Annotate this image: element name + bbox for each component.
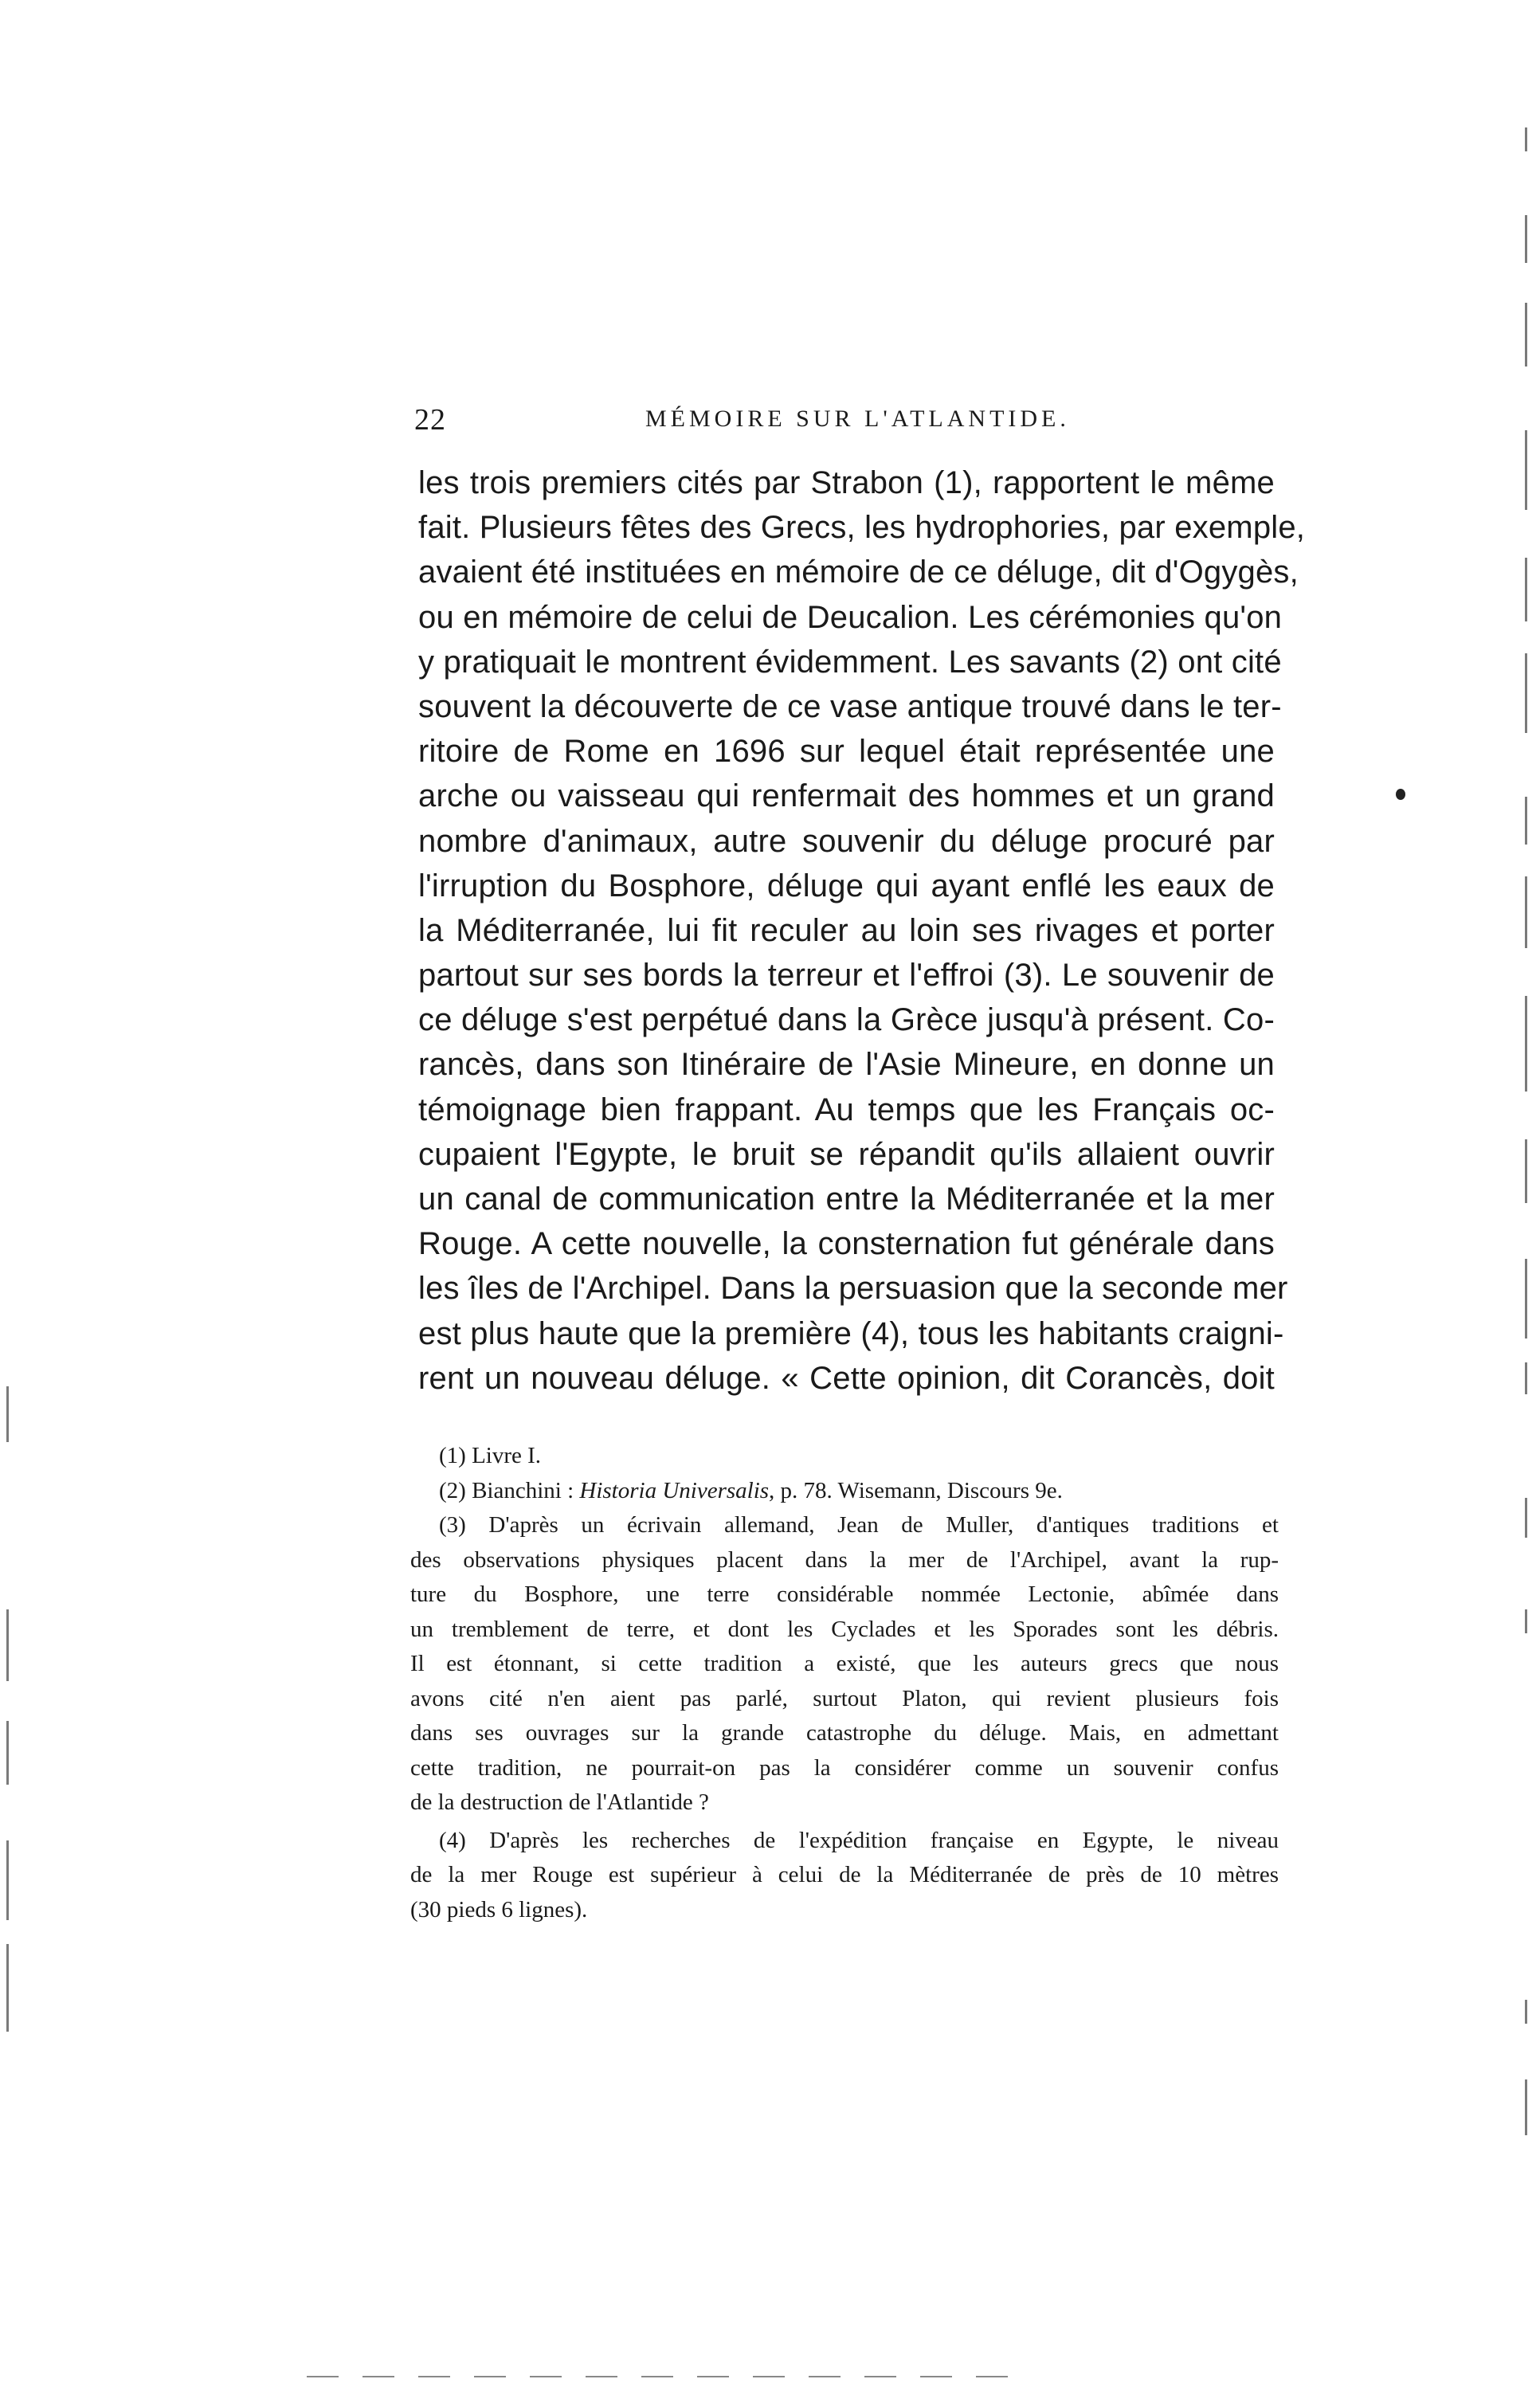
body-text [418,461,1306,1401]
footnote-3-line: dans ses ouvrages sur la grande catastrophe du déluge. Mais, en admettant [410,1720,1279,1746]
scan-edge-mark [6,1944,9,2032]
body-line: arche ou vaisseau qui renfermait des hommes et un grand [418,778,1275,814]
body-line: ce déluge s'est perpétué dans la Grèce jusqu'à présent. Co- [418,1002,1275,1038]
page-number: 22 [414,403,446,437]
scan-edge-mark [1525,127,1527,151]
footnote-3-line: Il est étonnant, si cette tradition a existé, que les auteurs grecs que nous [410,1651,1279,1676]
ink-dot [1396,789,1405,800]
footnote-4-line: (4) D'après les recherches de l'expédition française en Egypte, le niveau [439,1827,1279,1853]
scan-edge-mark [6,1840,9,1920]
footnote-3-line: un tremblement de terre, et dont les Cyclades et les Sporades sont les débris. [410,1616,1279,1642]
footnote-3-line: des observations physiques placent dans la mer de l'Archipel, avant la rup- [410,1546,1279,1573]
scan-bottom-dash [307,2376,1024,2377]
scan-edge-mark [1525,1498,1527,1538]
footnote-3-line: cette tradition, ne pourrait-on pas la considérer comme un souvenir confus [410,1754,1279,1781]
body-line: est plus haute que la première (4), tous les habitants craigni- [418,1315,1284,1351]
body-line: les trois premiers cités par Strabon (1), rapportent le même [418,465,1275,500]
scan-edge-mark [1525,1362,1527,1394]
body-line: les îles de l'Archipel. Dans la persuasion que la seconde mer [418,1271,1288,1307]
scan-edge-mark [6,1386,9,1442]
footnote-2-ref: (2) Bianchini : [439,1477,580,1503]
footnote-2 [410,1474,1279,1509]
scan-edge-mark [6,1721,9,1785]
body-line: avaient été instituées en mémoire de ce déluge, dit d'Ogygès, [418,555,1299,590]
scan-edge-mark [1525,996,1527,1092]
body-line: y pratiquait le montrent évidemment. Les savants (2) ont cité [418,644,1282,680]
scan-edge-mark [1525,876,1527,948]
scan-edge-mark [1525,1139,1527,1203]
footnote-2-rest: , p. 78. Wisemann, Discours 9e. [769,1477,1063,1503]
body-line: nombre d'animaux, autre souvenir du déluge procuré par [418,823,1275,859]
scan-edge-mark [1525,1259,1527,1339]
footnote-3-line: avons cité n'en aient pas parlé, surtout Platon, qui revient plusieurs fois [410,1685,1279,1711]
body-line: cupaient l'Egypte, le bruit se répandit qu'ils allaient ouvrir [418,1136,1275,1172]
scan-edge-mark [1525,653,1527,733]
body-line: un canal de communication entre la Méditerranée et la mer [418,1182,1275,1217]
footnote-1: (1) Livre I. [439,1443,542,1468]
scan-edge-mark [1525,215,1527,263]
scan-edge-mark [1525,797,1527,845]
scan-edge-mark [1525,303,1527,366]
scan-edge-mark [1525,2000,1527,2024]
body-line: Rouge. A cette nouvelle, la consternation fut générale dans [418,1226,1275,1262]
footnote-4-line: (30 pieds 6 lignes). [410,1896,588,1923]
body-line: l'irruption du Bosphore, déluge qui ayant enflé les eaux de [418,868,1275,903]
footnote-3-line: ture du Bosphore, une terre considérable nommée Lectonie, abîmée dans [410,1582,1279,1607]
scan-edge-mark [1525,2079,1527,2135]
scan-edge-mark [6,1609,9,1681]
body-line: ritoire de Rome en 1696 sur lequel était représentée une [418,734,1275,770]
body-line: rent un nouveau déluge. « Cette opinion, dit Corancès, doit [418,1360,1275,1396]
body-line: partout sur ses bords la terreur et l'effroi (3). Le souvenir de [418,958,1275,994]
footnote-2-title: Historia Universalis [579,1477,770,1503]
body-line: souvent la découverte de ce vase antique trouvé dans le ter- [418,688,1282,724]
footnote-3-line: (3) D'après un écrivain allemand, Jean de Muller, d'antiques traditions et [439,1512,1279,1538]
body-line: témoignage bien frappant. Au temps que les Français oc- [418,1092,1275,1127]
scan-edge-mark [1525,1609,1527,1633]
body-line: la Méditerranée, lui fit reculer au loin ses rivages et porter [418,912,1275,948]
body-line: ou en mémoire de celui de Deucalion. Les cérémonies qu'on [418,599,1283,635]
scan-edge-mark [1525,430,1527,510]
footnotes [410,1439,1279,1927]
body-line: fait. Plusieurs fêtes des Grecs, les hydrophories, par exemple, [418,510,1306,546]
running-head [414,402,1275,442]
footnote-3-line: de la destruction de l'Atlantide ? [410,1789,709,1815]
running-title: MÉMOIRE SUR L'ATLANTIDE. [645,406,1070,432]
body-line: rancès, dans son Itinéraire de l'Asie Mineure, en donne un [418,1047,1275,1083]
scan-edge-mark [1525,558,1527,621]
footnote-4-line: de la mer Rouge est supérieur à celui de la Méditerranée de près de 10 mètres [410,1862,1279,1887]
